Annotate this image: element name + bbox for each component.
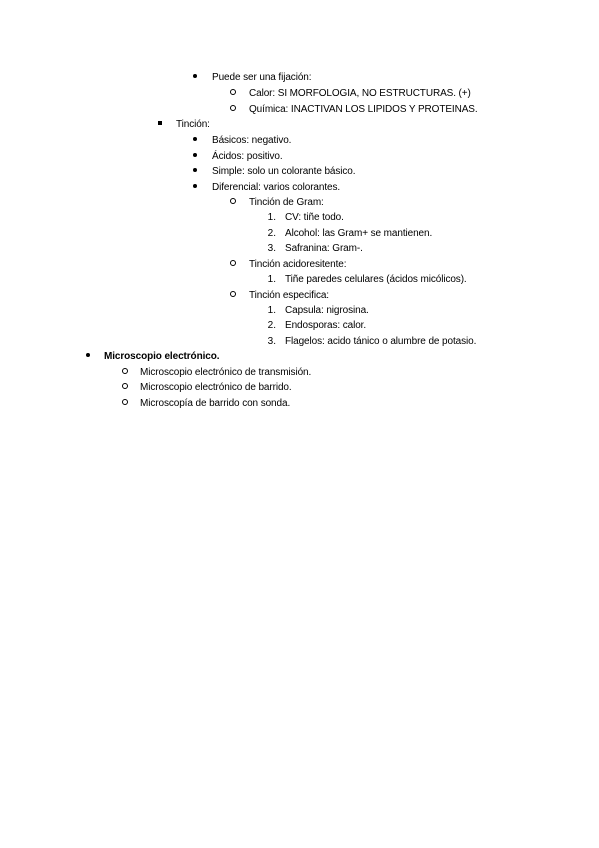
list-item-text: Ácidos: positivo. bbox=[212, 151, 283, 162]
list-number: 1. bbox=[267, 305, 276, 316]
bullet-ring-icon bbox=[230, 86, 236, 101]
bullet-ring-icon bbox=[122, 396, 128, 411]
list-number: 3. bbox=[267, 243, 276, 254]
list-item-text: Tinción: bbox=[176, 119, 210, 130]
list-item-text: Química: INACTIVAN LOS LIPIDOS Y PROTEINAS. bbox=[249, 104, 478, 115]
list-item-text: Alcohol: las Gram+ se mantienen. bbox=[285, 228, 433, 239]
bullet-dot-icon bbox=[193, 180, 197, 195]
list-item-text: Simple: solo un colorante básico. bbox=[212, 166, 356, 177]
list-item-text: Microscopía de barrido con sonda. bbox=[140, 398, 291, 409]
section-heading: Microscopio electrónico. bbox=[104, 351, 220, 362]
list-item-text: CV: tiñe todo. bbox=[285, 212, 344, 223]
list-number: 2. bbox=[267, 228, 276, 239]
list-item-text: Microscopio electrónico de barrido. bbox=[140, 382, 292, 393]
list-item-text: Flagelos: acido tánico o alumbre de potasio. bbox=[285, 336, 477, 347]
list-item-text: Safranina: Gram-. bbox=[285, 243, 363, 254]
list-item-text: Tiñe paredes celulares (ácidos micólicos). bbox=[285, 274, 467, 285]
list-number: 1. bbox=[267, 274, 276, 285]
list-item-text: Puede ser una fijación: bbox=[212, 72, 312, 83]
list-number: 3. bbox=[267, 336, 276, 347]
bullet-ring-icon bbox=[122, 365, 128, 380]
bullet-dot-icon bbox=[193, 133, 197, 148]
list-item-text: Endosporas: calor. bbox=[285, 320, 367, 331]
bullet-ring-icon bbox=[230, 288, 236, 303]
bullet-dot-icon bbox=[193, 164, 197, 179]
list-item-text: Básicos: negativo. bbox=[212, 135, 292, 146]
bullet-dot-icon bbox=[193, 70, 197, 85]
bullet-ring-icon bbox=[230, 195, 236, 210]
list-number: 1. bbox=[267, 212, 276, 223]
list-item-text: Tinción acidoresitente: bbox=[249, 259, 347, 270]
list-item-text: Tinción especifica: bbox=[249, 290, 329, 301]
bullet-dot-icon bbox=[86, 349, 90, 364]
list-item-text: Tinción de Gram: bbox=[249, 197, 324, 208]
list-item-text: Diferencial: varios colorantes. bbox=[212, 182, 341, 193]
list-item-text: Capsula: nigrosina. bbox=[285, 305, 369, 316]
bullet-ring-icon bbox=[122, 380, 128, 395]
bullet-ring-icon bbox=[230, 102, 236, 117]
list-item-text: Calor: SI MORFOLOGIA, NO ESTRUCTURAS. (+) bbox=[249, 88, 471, 99]
bullet-square-icon bbox=[158, 117, 162, 132]
bullet-ring-icon bbox=[230, 257, 236, 272]
bullet-dot-icon bbox=[193, 149, 197, 164]
list-item-text: Microscopio electrónico de transmisión. bbox=[140, 367, 312, 378]
list-number: 2. bbox=[267, 320, 276, 331]
